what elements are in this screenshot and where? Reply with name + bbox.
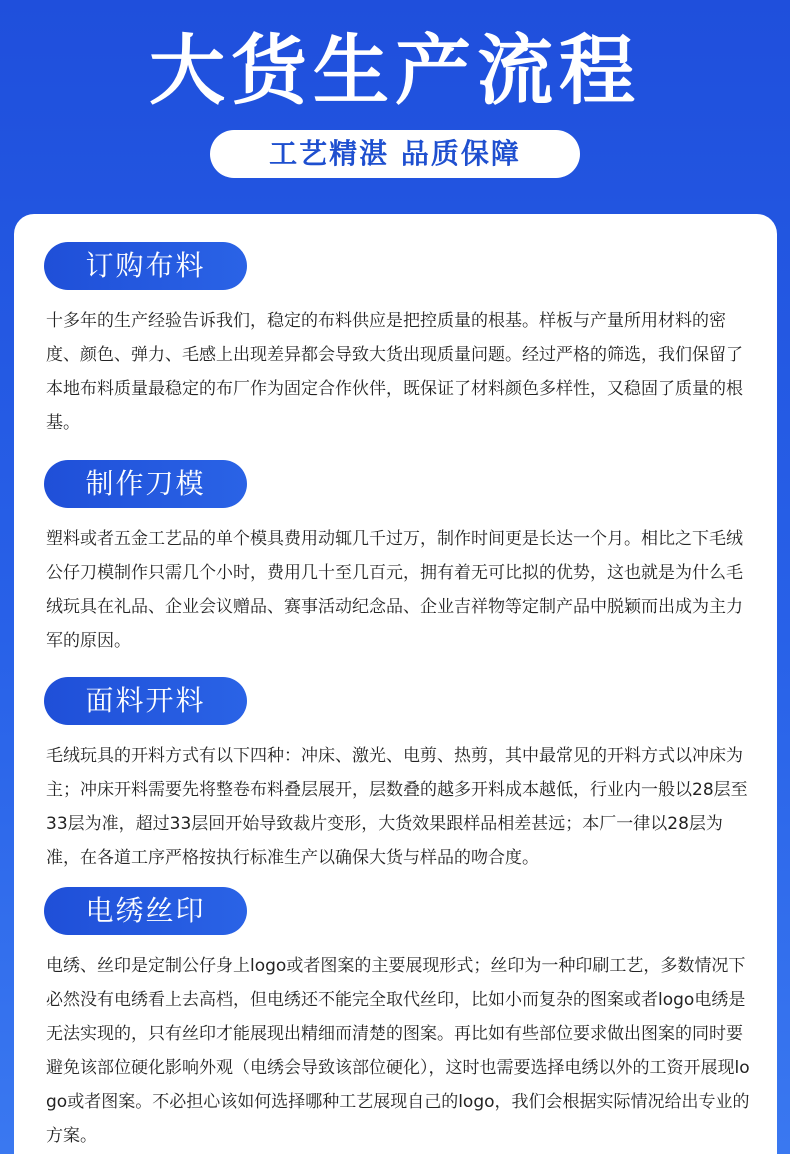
section-paragraph: 塑料或者五金工艺品的单个模具费用动辄几千过万，制作时间更是长达一个月。相比之下毛绒公仔刀模制作只需几个小时，费用几十至几百元，拥有着无可比拟的优势，这也就是为什么毛绒玩具在礼品、企业会议赠品、赛事活动纪念品、企业吉祥物等定制产品中脱颖而出成为主力军的原因。 — [46, 529, 743, 651]
subtitle-pill: 工艺精湛 品质保障 — [210, 130, 580, 178]
section-paragraph: 十多年的生产经验告诉我们，稳定的布料供应是把控质量的根基。样板与产量所用材料的密度、颜色、弹力、毛感上出现差异都会导致大货出现质量问题。经过严格的筛选，我们保留了本地布料质量最稳定的布厂作为固定合作伙伴，既保证了材料颜色多样性，又稳固了质量的根基。 — [46, 311, 743, 433]
hero-header — [0, 0, 790, 214]
page-title: 大货生产流程 — [149, 26, 641, 115]
section-title-badge: 制作刀模 — [44, 460, 247, 508]
section-title-badge: 面料开料 — [44, 677, 247, 725]
content-card — [14, 214, 777, 1154]
section-paragraph: 电绣、丝印是定制公仔身上logo或者图案的主要展现形式；丝印为一种印刷工艺，多数情况下必然没有电绣看上去高档，但电绣还不能完全取代丝印，比如小而复杂的图案或者logo电绣是无法实现的，只有丝印才能展现出精细而清楚的图案。再比如有些部位要求做出图案的同时要避免该部位硬化影响外观（电绣会导致该部位硬化），这时也需要选择电绣以外的工资开展现logo或者图案。不必担心该如何选择哪种工艺展现自己的logo，我们会根据实际情况给出专业的方案。 — [46, 956, 750, 1146]
section-paragraph: 毛绒玩具的开料方式有以下四种：冲床、激光、电剪、热剪，其中最常见的开料方式以冲床为主；冲床开料需要先将整卷布料叠层展开，层数叠的越多开料成本越低，行业内一般以28层至33层为准，超过33层回开始导致裁片变形，大货效果跟样品相差甚远；本厂一律以28层为准，在各道工序严格按执行标准生产以确保大货与样品的吻合度。 — [46, 746, 748, 868]
section-title-badge: 电绣丝印 — [44, 887, 247, 935]
section-title-badge: 订购布料 — [44, 242, 247, 290]
